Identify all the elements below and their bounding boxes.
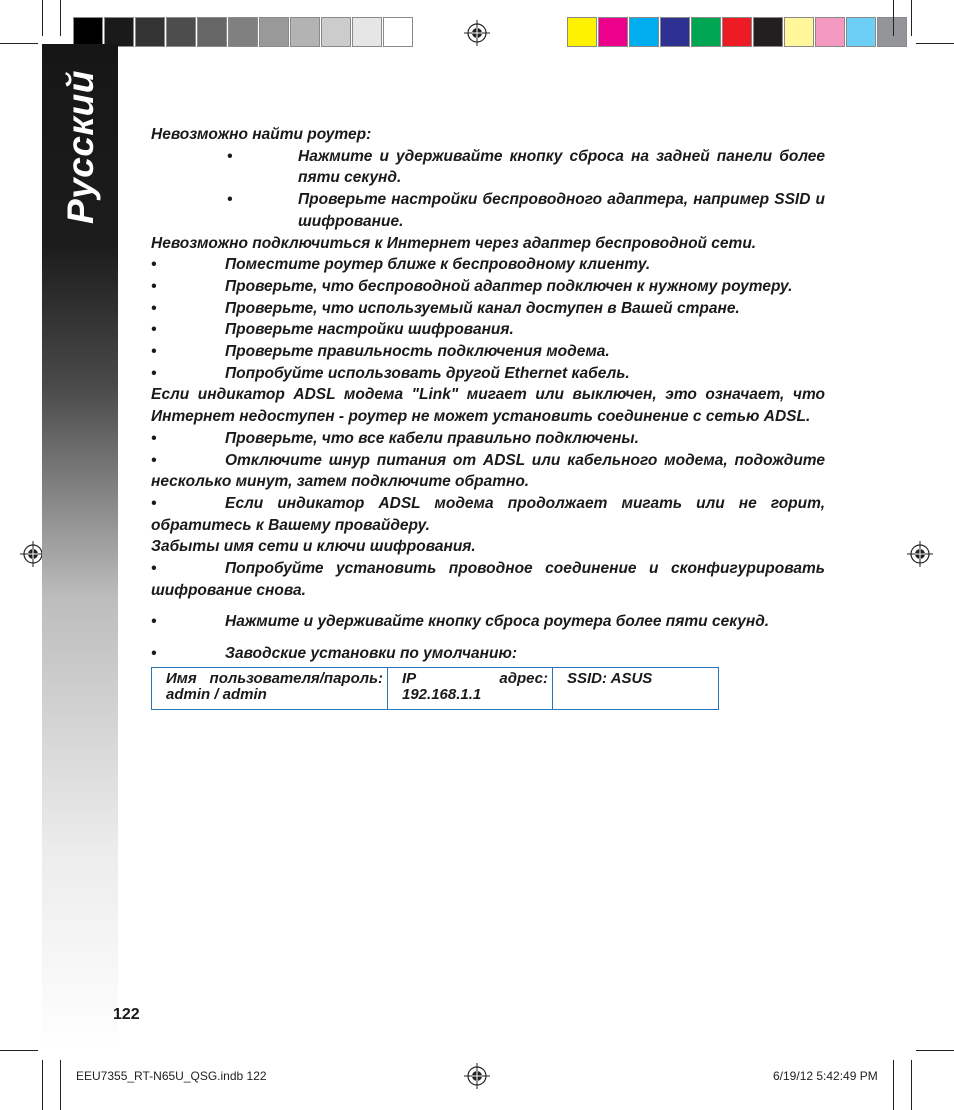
color-swatch bbox=[629, 17, 659, 47]
crop-mark bbox=[0, 43, 38, 44]
color-swatch bbox=[104, 17, 134, 47]
list-item bbox=[151, 493, 825, 536]
color-swatch bbox=[753, 17, 783, 47]
color-swatch bbox=[321, 17, 351, 47]
section-heading-adsl: Если индикатор ADSL модема "Link" мигает или выключен, это означает, что Интернет недоступен - роутер не может установить соединение с сетью ADSL. bbox=[151, 386, 825, 426]
list-item-text: Попробуйте использовать другой Ethernet кабель. bbox=[225, 364, 630, 382]
crop-mark bbox=[916, 1050, 954, 1051]
list-item bbox=[151, 558, 825, 601]
registration-mark-icon bbox=[907, 541, 933, 567]
color-swatch bbox=[722, 17, 752, 47]
crop-mark bbox=[60, 1060, 61, 1110]
list-item bbox=[151, 146, 825, 189]
list-item bbox=[151, 450, 825, 493]
list-item bbox=[151, 363, 825, 385]
process-color-bar bbox=[567, 17, 908, 47]
bullet: • bbox=[151, 299, 157, 317]
color-swatch bbox=[598, 17, 628, 47]
section-heading-router-not-found: Невозможно найти роутер: bbox=[151, 126, 372, 143]
list-item bbox=[151, 643, 825, 665]
bullet: • bbox=[151, 451, 157, 469]
default-settings-table bbox=[151, 667, 719, 710]
color-swatch bbox=[73, 17, 103, 47]
footer-timestamp: 6/19/12 5:42:49 PM bbox=[773, 1069, 878, 1083]
color-swatch bbox=[877, 17, 907, 47]
list-item-text: Заводские установки по умолчанию: bbox=[225, 645, 518, 663]
color-swatch bbox=[567, 17, 597, 47]
color-swatch bbox=[166, 17, 196, 47]
page-number: 122 bbox=[113, 1006, 140, 1023]
list-item-text: Нажмите и удерживайте кнопку сброса роутера более пяти секунд. bbox=[225, 613, 770, 631]
color-swatch bbox=[290, 17, 320, 47]
color-swatch bbox=[259, 17, 289, 47]
bullet: • bbox=[227, 191, 233, 209]
list-item-text: Проверьте, что все кабели правильно подключены. bbox=[225, 429, 639, 447]
list-item bbox=[151, 319, 825, 341]
list-item-text: Проверьте, что используемый канал доступен в Вашей стране. bbox=[225, 299, 740, 317]
bullet: • bbox=[151, 560, 157, 578]
list-item bbox=[151, 428, 825, 450]
color-swatch bbox=[197, 17, 227, 47]
registration-mark-icon bbox=[464, 1063, 490, 1089]
bullet: • bbox=[151, 364, 157, 382]
crop-mark bbox=[893, 0, 894, 36]
crop-mark bbox=[42, 1060, 43, 1110]
bullet: • bbox=[151, 321, 157, 339]
color-swatch bbox=[228, 17, 258, 47]
table-cell-ssid: SSID: ASUS bbox=[553, 667, 719, 709]
registration-mark-icon bbox=[464, 20, 490, 46]
bullet: • bbox=[151, 343, 157, 361]
crop-mark bbox=[60, 0, 61, 36]
list-item bbox=[151, 189, 825, 232]
troubleshooting-content bbox=[151, 124, 825, 710]
list-item-text: Проверьте настройки беспроводного адаптера, например SSID и шифрование. bbox=[298, 191, 825, 230]
list-item-text: Нажмите и удерживайте кнопку сброса на задней панели более пяти секунд. bbox=[298, 147, 825, 187]
bullet: • bbox=[151, 494, 157, 512]
section-heading-cannot-connect: Невозможно подключиться к Интернет через адаптер беспроводной сети. bbox=[151, 234, 757, 252]
color-swatch bbox=[846, 17, 876, 47]
list-item-text: Проверьте правильность подключения модема. bbox=[225, 343, 610, 361]
color-swatch bbox=[383, 17, 413, 47]
color-swatch bbox=[135, 17, 165, 47]
table-row bbox=[152, 667, 719, 709]
crop-mark bbox=[911, 1060, 912, 1110]
grayscale-color-bar bbox=[73, 17, 414, 47]
crop-mark bbox=[0, 1050, 38, 1051]
bullet: • bbox=[151, 429, 157, 447]
color-swatch bbox=[691, 17, 721, 47]
crop-mark bbox=[911, 0, 912, 36]
language-tab-label: Русский bbox=[60, 70, 101, 224]
section-heading-forgot: Забыты имя сети и ключи шифрования. bbox=[151, 538, 476, 556]
list-item bbox=[151, 276, 825, 298]
list-item bbox=[151, 298, 825, 320]
crop-mark bbox=[42, 0, 43, 36]
list-item-text: Проверьте настройки шифрования. bbox=[225, 321, 514, 339]
list-item-text: Поместите роутер ближе к беспроводному клиенту. bbox=[225, 256, 651, 274]
crop-mark bbox=[916, 43, 954, 44]
bullet: • bbox=[151, 613, 157, 631]
color-swatch bbox=[815, 17, 845, 47]
list-item-text: Попробуйте установить проводное соединение и сконфигурировать шифрование снова. bbox=[151, 560, 825, 599]
list-item bbox=[151, 341, 825, 363]
bullet: • bbox=[151, 256, 157, 274]
list-item bbox=[151, 611, 825, 633]
bullet: • bbox=[151, 277, 157, 295]
color-swatch bbox=[784, 17, 814, 47]
list-item-text: Проверьте, что беспроводной адаптер подключен к нужному роутеру. bbox=[225, 277, 793, 295]
crop-mark bbox=[893, 1060, 894, 1110]
color-swatch bbox=[660, 17, 690, 47]
color-swatch bbox=[352, 17, 382, 47]
bullet: • bbox=[151, 645, 157, 663]
list-item-text: Отключите шнур питания от ADSL или кабельного модема, подождите несколько минут, затем подключите обратно. bbox=[151, 451, 825, 491]
table-cell-credentials: Имя пользователя/пароль: admin / admin bbox=[152, 667, 388, 709]
footer-file-info: EEU7355_RT-N65U_QSG.indb 122 bbox=[76, 1069, 267, 1083]
table-cell-ip: IP адрес: 192.168.1.1 bbox=[388, 667, 553, 709]
bullet: • bbox=[227, 147, 233, 165]
list-item bbox=[151, 254, 825, 276]
list-item-text: Если индикатор ADSL модема продолжает мигать или не горит, обратитесь к Вашему провайдеру. bbox=[151, 494, 825, 534]
